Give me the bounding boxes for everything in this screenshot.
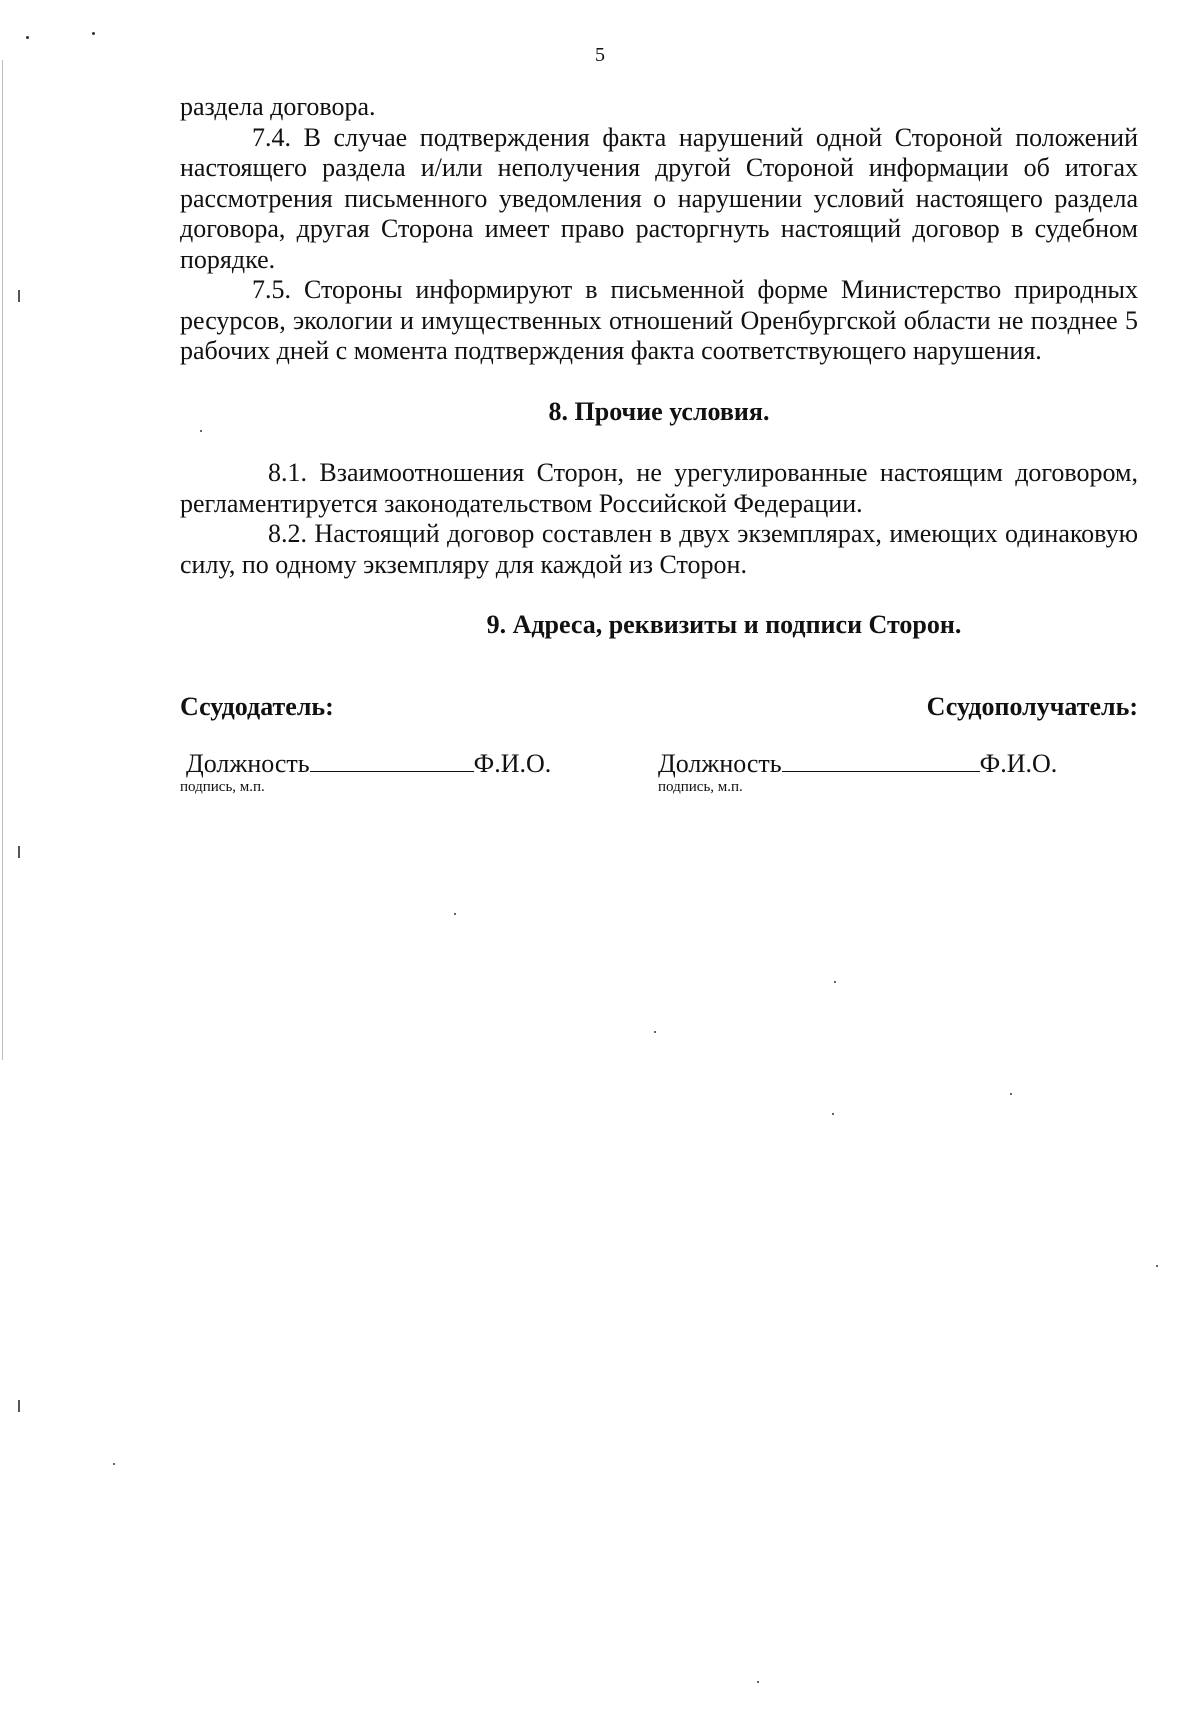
borrower-label: Ссудополучатель: [926,691,1138,721]
scan-speck [26,36,29,39]
lender-signature-line [180,749,658,779]
borrower-fio-label: Ф.И.О. [979,749,1058,778]
lender-fio-label: Ф.И.О. [473,749,552,778]
paragraph-7-4: 7.4. В случае подтверждения факта нарушений одной Стороной положений настоящего раздела и/или неполучения другой Стороной информации об итогах рассмотрения письменного уведомления о нарушении условий настоящего раздела договора, другая Сторона имеет право расторгнуть настоящий договор в судебном порядке. [180,122,1138,274]
lender-signature-caption: подпись, м.п. [180,779,265,795]
scan-edge-mark [18,846,20,858]
scan-speck [1010,1093,1012,1095]
signatures-row [180,749,1138,795]
borrower-signature-line [658,749,1098,779]
scan-speck [200,430,202,432]
scan-edge-mark [2,60,3,1060]
section-9-title: 9. Адреса, реквизиты и подписи Сторон. [486,610,962,639]
parties-row [180,692,1138,723]
lender-signature-block [180,749,658,795]
scan-speck [1156,1265,1158,1267]
borrower-signature-block [658,749,1098,795]
paragraph-continuation: раздела договора. [180,92,376,121]
section-8-title: 8. Прочие условия. [548,396,770,426]
lender-signature-blank [310,753,474,772]
scan-speck [113,1463,115,1465]
scan-speck [834,981,836,983]
scan-speck [832,1113,834,1115]
scan-speck [92,32,95,35]
lender-label: Ссудодатель: [180,691,334,721]
scan-speck [454,913,456,915]
scan-speck [757,1681,759,1683]
borrower-signature-caption: подпись, м.п. [658,779,743,795]
scan-edge-mark [18,1400,20,1412]
borrower-position-label: Должность [658,749,782,778]
paragraph-8-2: 8.2. Настоящий договор составлен в двух экземплярах, имеющих одинаковую силу, по одному экземпляру для каждой из Сторон. [180,519,1138,579]
document-body [180,92,1138,795]
scan-edge-mark [18,290,20,302]
page-number: 5 [595,44,605,66]
scan-speck [654,1031,656,1033]
borrower-signature-blank [782,753,980,772]
paragraph-8-1: 8.1. Взаимоотношения Сторон, не урегулированные настоящим договором, регламентируется законодательством Российской Федерации. [180,458,1138,518]
lender-position-label: Должность [186,749,310,778]
paragraph-7-5: 7.5. Стороны информируют в письменной форме Министерство природных ресурсов, экологии и имущественных отношений Оренбургской области не позднее 5 рабочих дней с момента подтверждения факта соответствующего нарушения. [180,275,1138,365]
